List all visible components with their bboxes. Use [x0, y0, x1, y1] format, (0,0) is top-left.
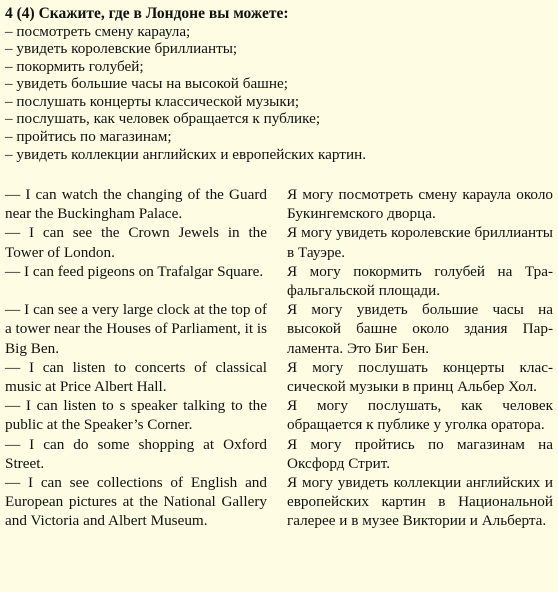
russian-translation: Я могу увидеть большие часы на высокой башне около здания Парламента. Это Биг Бен.	[287, 301, 553, 357]
english-sentence: — I can see the Crown Jewels in the Tower of London.	[5, 224, 267, 261]
english-sentence: — I can watch the changing of the Guard near the Buckingham Palace.	[5, 186, 267, 223]
english-sentence: — I can listen to concerts of classical music at Price Albert Hall.	[5, 358, 267, 396]
task-item: – увидеть королевские бриллианты;	[5, 40, 238, 58]
task-list	[5, 23, 553, 164]
english-sentence: — I can listen to s speaker talking to the public at the Speaker’s Corner.	[5, 397, 267, 434]
answer-pair	[5, 223, 553, 261]
russian-translation: Я могу посмотреть смену караула около Букингемского дворца.	[287, 186, 553, 223]
answer-pair	[5, 358, 553, 396]
english-sentence: — I can do some shopping at Oxford Street.	[5, 435, 267, 472]
answer-pair	[5, 435, 553, 473]
task-item: – пройтись по магазинам;	[5, 128, 172, 146]
answer-pair	[5, 473, 553, 531]
exercise-heading: 4 (4) Скажите, где в Лондоне вы можете:	[5, 5, 289, 22]
task-item: – увидеть большие часы на высокой башне;	[5, 75, 288, 93]
russian-translation: Я могу послушать концерты классической музыки в принц Альбер Хол.	[287, 358, 553, 396]
task-item: – посмотреть смену караула;	[5, 22, 191, 40]
answer-pair	[5, 185, 553, 223]
exercise-block	[5, 5, 553, 163]
english-sentence: — I can see a very large clock at the top of a tower near the Houses of Parliament, it is Big Ben.	[5, 301, 267, 357]
answer-pair	[5, 262, 553, 300]
task-item: – послушать, как человек обращается к публике;	[5, 110, 321, 128]
russian-translation: Я могу покормить голубей на Трафальгальской площади.	[287, 262, 553, 300]
answer-pair	[5, 300, 553, 358]
task-item: – послушать концерты классической музыки;	[5, 92, 300, 110]
russian-translation: Я могу увидеть коллекции английских и европейских картин в Национальной галерее и в музее Виктории и Альберта.	[287, 474, 553, 530]
english-sentence: — I can feed pigeons on Trafalgar Square.	[5, 262, 264, 280]
russian-translation: Я могу послушать, как человек обращается к публике у уголка оратора.	[287, 397, 553, 434]
russian-translation: Я могу увидеть королевские бриллианты в Тауэре.	[287, 224, 553, 261]
task-item: – покормить голубей;	[5, 57, 144, 75]
answer-pair	[5, 396, 553, 434]
russian-translation: Я могу пройтись по магазинам на Оксфорд Стрит.	[287, 435, 553, 472]
answer-pairs	[5, 185, 553, 531]
english-sentence: — I can see collections of English and European pictures at the National Gallery and Victoria and Albert Museum.	[5, 474, 267, 530]
task-item: – увидеть коллекции английских и европейских картин.	[5, 145, 366, 163]
